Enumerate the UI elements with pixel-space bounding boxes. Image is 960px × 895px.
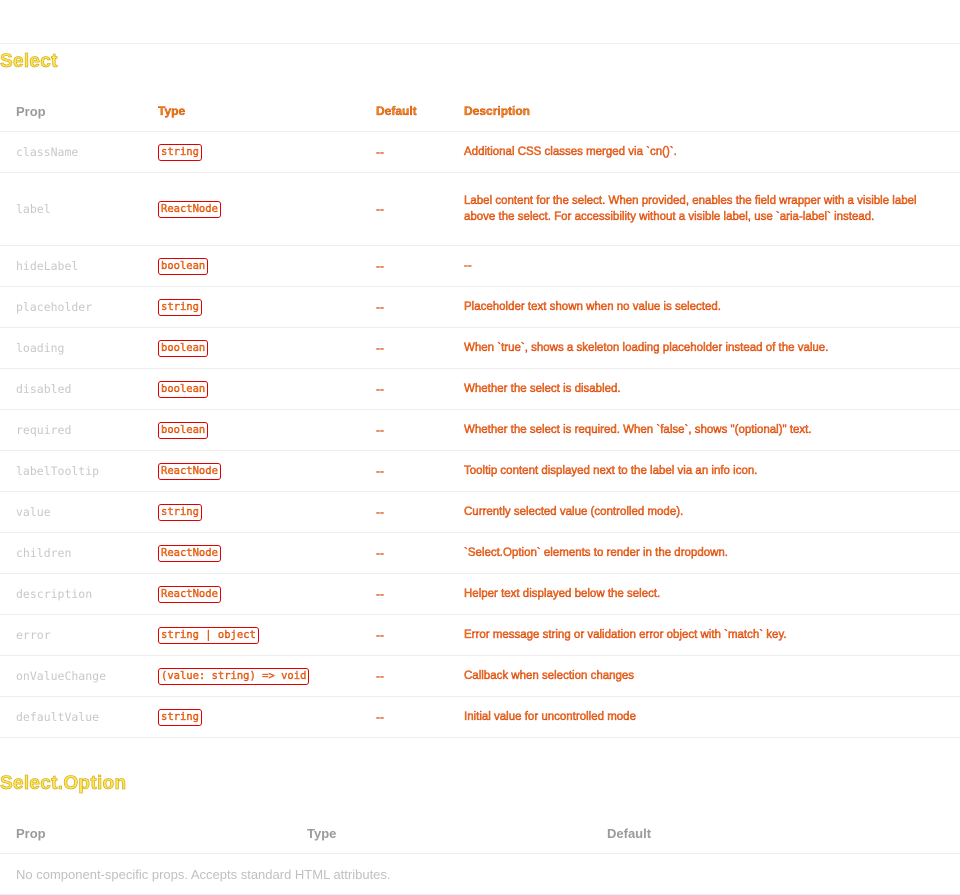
table-row bbox=[0, 533, 960, 574]
prop-default: -- bbox=[376, 173, 464, 246]
prop-type bbox=[158, 173, 376, 246]
prop-default: -- bbox=[376, 369, 464, 410]
type-badge: string bbox=[158, 144, 202, 161]
prop-name: loading bbox=[0, 328, 158, 369]
no-props-note: No component-specific props. Accepts standard HTML attributes. bbox=[0, 854, 960, 895]
prop-default: -- bbox=[376, 656, 464, 697]
prop-name: defaultValue bbox=[0, 697, 158, 738]
table-row bbox=[0, 246, 960, 287]
prop-description: Helper text displayed below the select. bbox=[464, 574, 960, 615]
table-row bbox=[0, 492, 960, 533]
prop-type bbox=[158, 615, 376, 656]
prop-default: -- bbox=[376, 246, 464, 287]
select-props-table bbox=[0, 91, 960, 738]
table-row bbox=[0, 328, 960, 369]
prop-type bbox=[158, 287, 376, 328]
table-row bbox=[0, 451, 960, 492]
type-badge: ReactNode bbox=[158, 463, 221, 480]
table-header-row bbox=[0, 91, 960, 132]
top-divider bbox=[0, 43, 960, 44]
prop-name: error bbox=[0, 615, 158, 656]
prop-type bbox=[158, 246, 376, 287]
prop-name: hideLabel bbox=[0, 246, 158, 287]
header-type: Type bbox=[291, 813, 591, 854]
type-badge: string bbox=[158, 709, 202, 726]
prop-type bbox=[158, 328, 376, 369]
prop-default: -- bbox=[376, 410, 464, 451]
type-badge: (value: string) => void bbox=[158, 668, 309, 685]
type-badge: ReactNode bbox=[158, 545, 221, 562]
table-row bbox=[0, 369, 960, 410]
prop-description: Currently selected value (controlled mode). bbox=[464, 492, 960, 533]
prop-default: -- bbox=[376, 132, 464, 173]
type-badge: boolean bbox=[158, 381, 208, 398]
header-type: Type bbox=[158, 91, 376, 132]
prop-type bbox=[158, 492, 376, 533]
table-row bbox=[0, 287, 960, 328]
prop-default: -- bbox=[376, 492, 464, 533]
prop-name: onValueChange bbox=[0, 656, 158, 697]
type-badge: string bbox=[158, 299, 202, 316]
prop-description: -- bbox=[464, 246, 960, 287]
header-default: Default bbox=[591, 813, 960, 854]
prop-default: -- bbox=[376, 328, 464, 369]
prop-default: -- bbox=[376, 451, 464, 492]
header-prop: Prop bbox=[0, 91, 158, 132]
prop-type bbox=[158, 369, 376, 410]
prop-description: Callback when selection changes bbox=[464, 656, 960, 697]
prop-name: disabled bbox=[0, 369, 158, 410]
prop-description: Tooltip content displayed next to the label via an info icon. bbox=[464, 451, 960, 492]
prop-description: Error message string or validation error object with `match` key. bbox=[464, 615, 960, 656]
prop-type bbox=[158, 533, 376, 574]
section-title-select-option: Select.Option bbox=[0, 773, 127, 794]
prop-description: Whether the select is required. When `false`, shows "(optional)" text. bbox=[464, 410, 960, 451]
prop-name: description bbox=[0, 574, 158, 615]
type-badge: ReactNode bbox=[158, 586, 221, 603]
prop-default: -- bbox=[376, 615, 464, 656]
prop-name: value bbox=[0, 492, 158, 533]
table-row bbox=[0, 615, 960, 656]
prop-description: Whether the select is disabled. bbox=[464, 369, 960, 410]
type-badge: string bbox=[158, 504, 202, 521]
prop-name: placeholder bbox=[0, 287, 158, 328]
prop-type bbox=[158, 410, 376, 451]
prop-description: Initial value for uncontrolled mode bbox=[464, 697, 960, 738]
prop-name: className bbox=[0, 132, 158, 173]
prop-type bbox=[158, 451, 376, 492]
prop-name: required bbox=[0, 410, 158, 451]
header-default: Default bbox=[376, 91, 464, 132]
table-row bbox=[0, 697, 960, 738]
header-description: Description bbox=[464, 91, 960, 132]
table-row bbox=[0, 410, 960, 451]
prop-type bbox=[158, 132, 376, 173]
prop-description: When `true`, shows a skeleton loading placeholder instead of the value. bbox=[464, 328, 960, 369]
prop-default: -- bbox=[376, 287, 464, 328]
prop-name: label bbox=[0, 173, 158, 246]
table-row bbox=[0, 173, 960, 246]
prop-description: `Select.Option` elements to render in the dropdown. bbox=[464, 533, 960, 574]
prop-type bbox=[158, 697, 376, 738]
prop-description: Placeholder text shown when no value is selected. bbox=[464, 287, 960, 328]
prop-name: labelTooltip bbox=[0, 451, 158, 492]
prop-type bbox=[158, 574, 376, 615]
type-badge: ReactNode bbox=[158, 201, 221, 218]
type-badge: string | object bbox=[158, 627, 259, 644]
type-badge: boolean bbox=[158, 258, 208, 275]
prop-default: -- bbox=[376, 533, 464, 574]
prop-name: children bbox=[0, 533, 158, 574]
section-title-select: Select bbox=[0, 51, 58, 72]
prop-default: -- bbox=[376, 574, 464, 615]
header-prop: Prop bbox=[0, 813, 291, 854]
type-badge: boolean bbox=[158, 422, 208, 439]
select-option-props-table bbox=[0, 813, 960, 895]
prop-default: -- bbox=[376, 697, 464, 738]
table-row bbox=[0, 854, 960, 895]
table-row bbox=[0, 656, 960, 697]
prop-description: Label content for the select. When provided, enables the field wrapper with a visible label above the select. For accessibility without a visible label, use `aria-label` instead. bbox=[464, 173, 960, 246]
prop-type bbox=[158, 656, 376, 697]
table-row bbox=[0, 132, 960, 173]
table-row bbox=[0, 574, 960, 615]
prop-description: Additional CSS classes merged via `cn()`. bbox=[464, 132, 960, 173]
type-badge: boolean bbox=[158, 340, 208, 357]
table-header-row bbox=[0, 813, 960, 854]
